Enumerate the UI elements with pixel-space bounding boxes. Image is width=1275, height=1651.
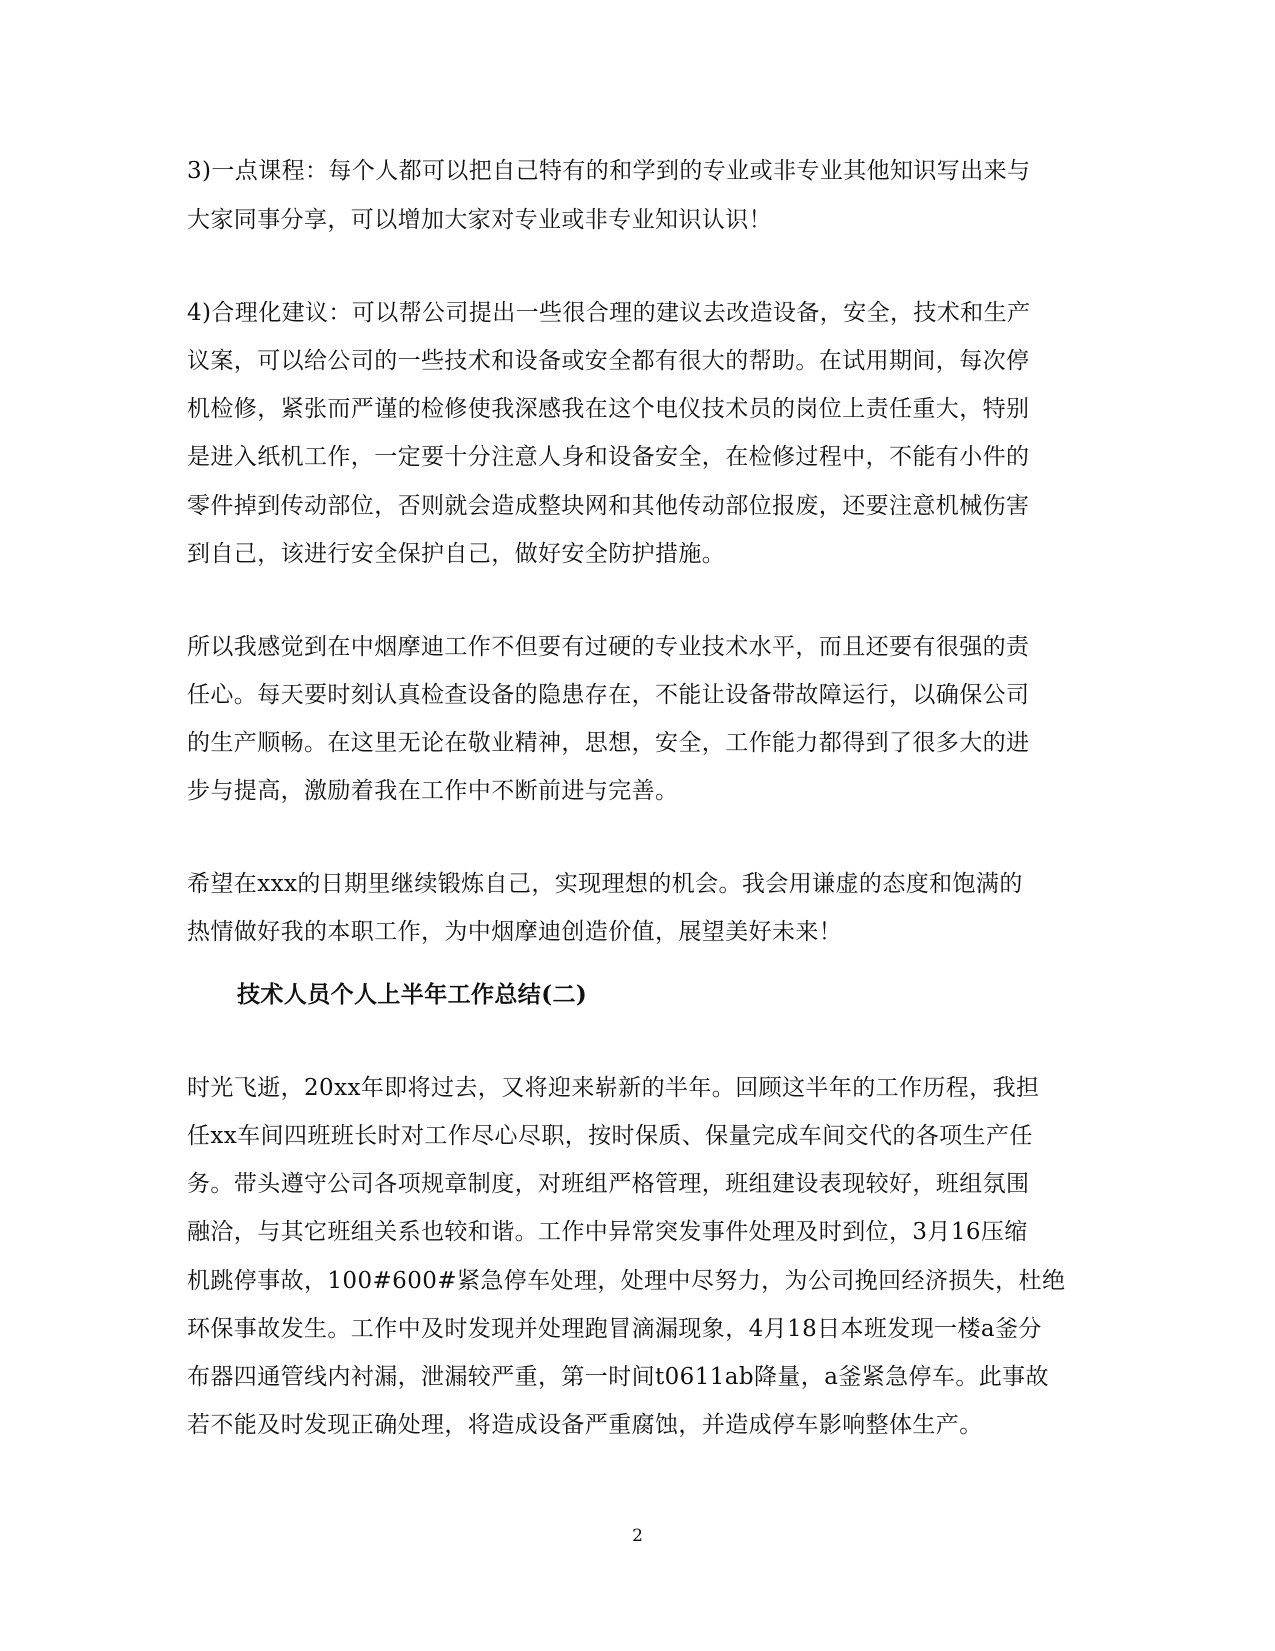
paragraph-line: 热情做好我的本职工作，为中烟摩迪创造价值，展望美好未来！	[187, 919, 843, 945]
paragraph-line: 的生产顺畅。在这里无论在敬业精神，思想，安全，工作能力都得到了很多大的进	[187, 730, 1030, 756]
paragraph-line: 零件掉到传动部位，否则就会造成整块网和其他传动部位报废，还要注意机械伤害	[187, 493, 1030, 519]
paragraph-line: 融洽，与其它班组关系也较和谐。工作中异常突发事件处理及时到位，3月16压缩	[187, 1219, 1028, 1245]
paragraph-line: 3)一点课程：每个人都可以把自己特有的和学到的专业或非专业其他知识写出来与	[187, 158, 1031, 184]
paragraph-line: 议案，可以给公司的一些技术和设备或安全都有很大的帮助。在试用期间，每次停	[187, 348, 1030, 374]
paragraph-line: 时光飞逝，20xx年即将过去，又将迎来崭新的半年。回顾这半年的工作历程，我担	[187, 1075, 1040, 1101]
paragraph-line: 到自己，该进行安全保护自己，做好安全防护措施。	[187, 541, 726, 567]
paragraph-line: 务。带头遵守公司各项规章制度，对班组严格管理，班组建设表现较好，班组氛围	[187, 1171, 1030, 1197]
paragraph-line: 环保事故发生。工作中及时发现并处理跑冒滴漏现象，4月18日本班发现一楼a釜分	[187, 1316, 1042, 1342]
section-subtitle: 技术人员个人上半年工作总结(二)	[237, 981, 588, 1008]
paragraph-line: 机跳停事故，100#600#紧急停车处理，处理中尽努力，为公司挽回经济损失，杜绝	[187, 1268, 1066, 1294]
paragraph-line: 4)合理化建议：可以帮公司提出一些很合理的建议去改造设备，安全，技术和生产	[187, 300, 1031, 326]
page-number: 2	[632, 1526, 643, 1546]
paragraph-line: 是进入纸机工作，一定要十分注意人身和设备安全，在检修过程中，不能有小件的	[187, 444, 1030, 470]
paragraph-line: 任心。每天要时刻认真检查设备的隐患存在，不能让设备带故障运行，以确保公司	[187, 682, 1030, 708]
paragraph-line: 希望在xxx的日期里继续锻炼自己，实现理想的机会。我会用谦虚的态度和饱满的	[187, 871, 1023, 897]
paragraph-line: 机检修，紧张而严谨的检修使我深感我在这个电仪技术员的岗位上责任重大，特别	[187, 396, 1030, 422]
paragraph-line: 步与提高，激励着我在工作中不断前进与完善。	[187, 778, 679, 804]
paragraph-line: 大家同事分享，可以增加大家对专业或非专业知识认识！	[187, 207, 772, 233]
paragraph-line: 布器四通管线内衬漏，泄漏较严重，第一时间t0611ab降量，a釜紧急停车。此事故	[187, 1364, 1049, 1390]
paragraph-line: 所以我感觉到在中烟摩迪工作不但要有过硬的专业技术水平，而且还要有很强的责	[187, 634, 1030, 660]
paragraph-line: 任xx车间四班班长时对工作尽心尽职，按时保质、保量完成车间交代的各项生产任	[187, 1123, 1033, 1149]
paragraph-line: 若不能及时发现正确处理，将造成设备严重腐蚀，并造成停车影响整体生产。	[187, 1412, 983, 1438]
